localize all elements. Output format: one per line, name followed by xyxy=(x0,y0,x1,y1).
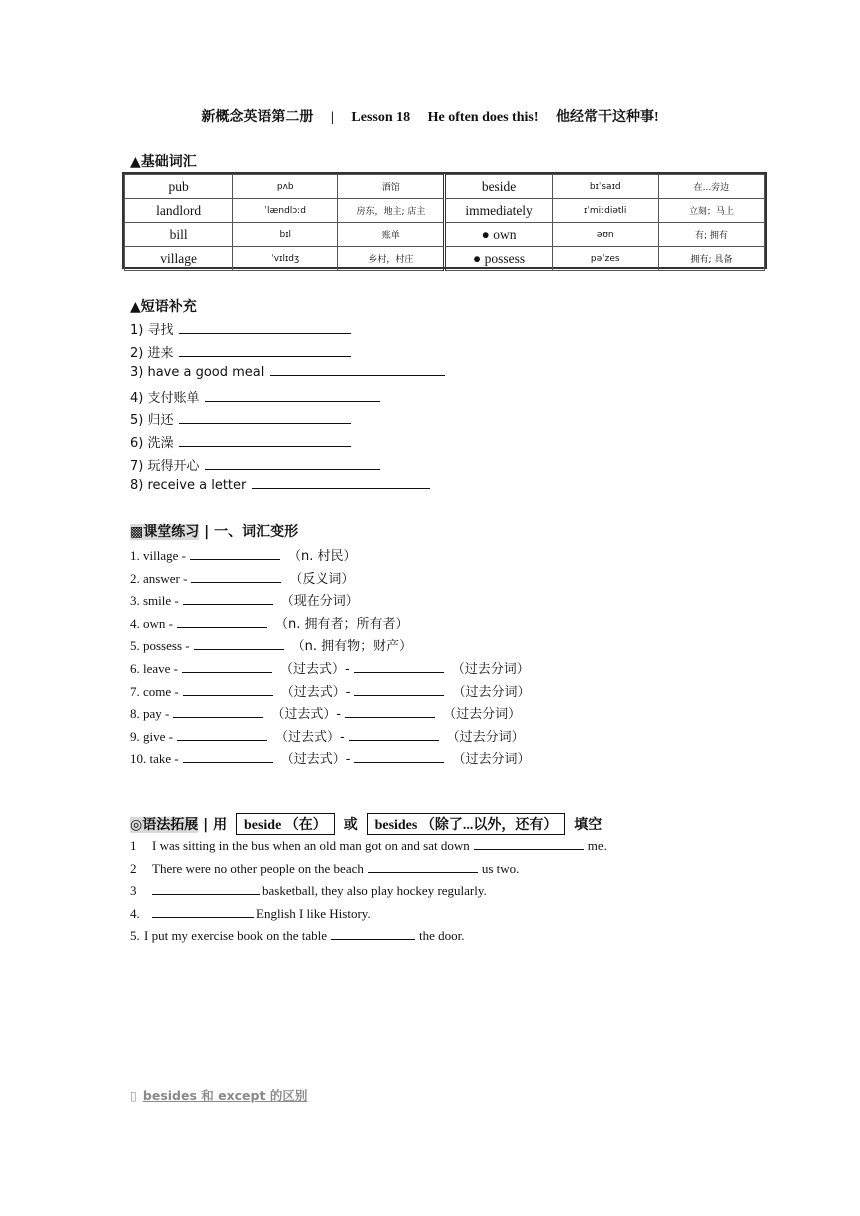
phrase-item xyxy=(130,387,380,406)
grammar-number: 3 xyxy=(130,883,137,899)
phrases-heading: ▲短语补充 xyxy=(130,299,197,315)
grammar-fill: 填空 xyxy=(574,817,603,833)
grammar-sentence-start: I put my exercise book on the table xyxy=(144,928,328,944)
title-english: He often does this! xyxy=(427,110,539,125)
answer-blank[interactable] xyxy=(183,751,273,763)
answer-blank[interactable] xyxy=(354,661,444,673)
title-separator: | xyxy=(330,110,334,125)
answer-blank[interactable] xyxy=(270,364,445,376)
exercise-item xyxy=(130,613,408,632)
vocab-word: landlord xyxy=(125,199,233,223)
grammar-or: 或 xyxy=(343,817,358,833)
exercise-question: 9. give - xyxy=(130,728,173,744)
answer-blank[interactable] xyxy=(331,928,415,940)
exercise-hint: （过去式）- xyxy=(274,729,345,745)
answer-blank[interactable] xyxy=(252,477,430,489)
phrase-text: 5) 归还 xyxy=(130,413,174,429)
exercise-hint: （过去分词） xyxy=(443,707,522,723)
grammar-number: 4. xyxy=(130,905,140,921)
exercise-hint: （n. 村民） xyxy=(287,549,357,564)
grammar-item xyxy=(130,861,519,877)
exercise-question: 8. pay - xyxy=(130,706,170,722)
exercise-item xyxy=(130,635,412,654)
vocab-row xyxy=(125,247,765,271)
phrase-item xyxy=(130,364,445,380)
vocab-meaning: 在...旁边 xyxy=(658,175,764,199)
exercise-question: 1. village - xyxy=(130,548,186,563)
answer-blank[interactable] xyxy=(368,861,478,873)
vocab-meaning: 酒馆 xyxy=(338,175,445,199)
answer-blank[interactable] xyxy=(179,412,351,424)
footnote-text: besides 和 except 的区别 xyxy=(142,1088,308,1103)
title-book: 新概念英语第二册 xyxy=(201,110,314,125)
grammar-number: 2 xyxy=(130,860,137,876)
grammar-item xyxy=(130,906,371,922)
exercise-question: 5. possess - xyxy=(130,638,190,654)
exercise-item xyxy=(130,545,356,564)
answer-blank[interactable] xyxy=(349,729,439,741)
answer-blank[interactable] xyxy=(183,593,273,605)
vocab-phonetic: bɪl xyxy=(233,223,338,247)
vocab-meaning: 立刻；马上 xyxy=(658,199,764,223)
grammar-sentence-end: us two. xyxy=(481,860,520,876)
answer-blank[interactable] xyxy=(354,684,444,696)
vocab-phonetic: ˈlændlɔːd xyxy=(233,199,338,223)
answer-blank[interactable] xyxy=(152,906,254,918)
vocab-phonetic: ɪˈmiːdiətli xyxy=(552,199,658,223)
exercise-hint: （过去式）- xyxy=(271,707,342,723)
exercise-item xyxy=(130,658,530,677)
grammar-sentence-end: basketball, they also play hockey regularly. xyxy=(262,883,487,899)
page-title xyxy=(0,106,860,126)
answer-blank[interactable] xyxy=(354,751,444,763)
grammar-item xyxy=(130,883,487,899)
exercise-hint: （过去分词） xyxy=(452,684,531,700)
vocab-word: ● possess xyxy=(445,247,552,271)
grammar-sentence-start: There were no other people on the beach xyxy=(152,860,364,876)
footnote-icon: ▯ xyxy=(130,1088,137,1103)
exercise-subheading: 一、词汇变形 xyxy=(214,524,299,540)
exercise-question: 4. own - xyxy=(130,615,173,631)
phrase-item xyxy=(130,432,351,451)
grammar-item xyxy=(130,838,607,854)
answer-blank[interactable] xyxy=(179,435,351,447)
answer-blank[interactable] xyxy=(183,684,273,696)
answer-blank[interactable] xyxy=(177,616,267,628)
answer-blank[interactable] xyxy=(345,706,435,718)
grammar-box-beside: beside （在） xyxy=(236,813,335,835)
grammar-sentence-end: the door. xyxy=(419,928,465,944)
vocab-heading: ▲基础词汇 xyxy=(130,154,197,170)
phrase-text: 3) have a good meal xyxy=(130,365,265,381)
phrase-item xyxy=(130,455,380,474)
exercise-question: 10. take - xyxy=(130,751,179,767)
phrase-text: 6) 洗澡 xyxy=(130,436,174,451)
exercise-hint: （过去式）- xyxy=(280,662,350,677)
phrase-item xyxy=(130,342,351,361)
answer-blank[interactable] xyxy=(173,706,263,718)
answer-blank[interactable] xyxy=(179,345,351,357)
exercise-heading xyxy=(130,521,298,541)
vocab-row xyxy=(125,199,765,223)
footnote-link[interactable] xyxy=(130,1086,307,1104)
vocab-phonetic: pəˈzes xyxy=(552,247,658,271)
vocab-meaning: 乡村，村庄 xyxy=(338,247,445,271)
answer-blank[interactable] xyxy=(190,548,280,560)
vocab-word: bill xyxy=(125,223,233,247)
phrase-text: 7) 玩得开心 xyxy=(130,458,200,474)
answer-blank[interactable] xyxy=(194,638,284,650)
answer-blank[interactable] xyxy=(205,458,380,470)
exercise-hint: （过去分词） xyxy=(451,662,530,677)
exercise-item xyxy=(130,568,354,587)
answer-blank[interactable] xyxy=(191,571,281,583)
exercise-hint: （过去式）- xyxy=(280,684,351,700)
exercise-hint: （n. 拥有物；财产） xyxy=(291,639,413,655)
grammar-sentence-start: I was sitting in the bus when an old man got on and sat down xyxy=(152,838,470,853)
phrase-item xyxy=(130,319,351,338)
grammar-use: 用 xyxy=(213,817,228,833)
phrase-text: 1) 寻找 xyxy=(130,323,174,338)
grammar-box-besides: besides （除了...以外，还有） xyxy=(367,813,566,835)
exercise-separator: | xyxy=(204,524,210,540)
phrase-item xyxy=(130,409,351,428)
vocab-word: immediately xyxy=(445,199,552,223)
grammar-sentence-end: me. xyxy=(587,838,607,853)
grammar-number: 1 xyxy=(130,838,137,853)
grammar-heading xyxy=(130,813,602,835)
exercise-item xyxy=(130,748,530,767)
grammar-number: 5. xyxy=(130,928,140,944)
vocab-table xyxy=(122,172,767,269)
vocab-meaning: 拥有; 具备 xyxy=(658,247,764,271)
title-chinese: 他经常干这种事! xyxy=(555,110,659,125)
vocab-word: beside xyxy=(445,175,552,199)
vocab-row xyxy=(125,175,765,199)
phrase-item xyxy=(130,477,430,493)
vocab-phonetic: ˈvɪlɪdʒ xyxy=(233,247,338,271)
exercise-hint: （现在分词） xyxy=(280,594,359,610)
phrase-text: 4) 支付账单 xyxy=(130,390,200,406)
vocab-phonetic: bɪˈsaɪd xyxy=(552,175,658,199)
answer-blank[interactable] xyxy=(182,661,272,673)
title-lesson: Lesson 18 xyxy=(351,110,411,125)
vocab-meaning: 账单 xyxy=(338,223,445,247)
exercise-item xyxy=(130,681,530,700)
grammar-title: ◎语法拓展 xyxy=(130,817,199,833)
answer-blank[interactable] xyxy=(179,322,351,334)
exercise-item xyxy=(130,590,359,609)
vocab-row xyxy=(125,223,765,247)
exercise-question: 3. smile - xyxy=(130,593,179,609)
grammar-separator: | xyxy=(203,817,209,833)
vocab-word: ● own xyxy=(445,223,552,247)
exercise-hint: （反义词） xyxy=(289,571,355,587)
vocab-meaning: 房东，地主; 店主 xyxy=(338,199,445,223)
answer-blank[interactable] xyxy=(205,390,380,402)
exercise-hint: （过去式）- xyxy=(280,752,351,768)
exercise-item xyxy=(130,726,525,745)
phrase-text: 2) 进来 xyxy=(130,345,174,361)
answer-blank[interactable] xyxy=(177,729,267,741)
exercise-question: 6. leave - xyxy=(130,661,179,676)
vocab-phonetic: pʌb xyxy=(233,175,338,199)
answer-blank[interactable] xyxy=(152,883,260,895)
vocab-word: village xyxy=(125,247,233,271)
vocab-phonetic: əʊn xyxy=(552,223,658,247)
exercise-hint: （过去分词） xyxy=(446,729,525,745)
phrase-text: 8) receive a letter xyxy=(130,478,247,494)
vocab-word: pub xyxy=(125,175,233,199)
grammar-item xyxy=(130,928,465,944)
exercise-hint: （n. 拥有者；所有者） xyxy=(274,616,409,632)
exercise-question: 2. answer - xyxy=(130,570,188,586)
answer-blank[interactable] xyxy=(474,838,584,850)
exercise-hint: （过去分词） xyxy=(452,752,531,768)
vocab-meaning: 有; 拥有 xyxy=(658,223,764,247)
exercise-question: 7. come - xyxy=(130,683,179,699)
grammar-sentence-end: English I like History. xyxy=(256,905,371,921)
exercise-title: ▩课堂练习 xyxy=(130,524,200,540)
exercise-item xyxy=(130,703,521,722)
